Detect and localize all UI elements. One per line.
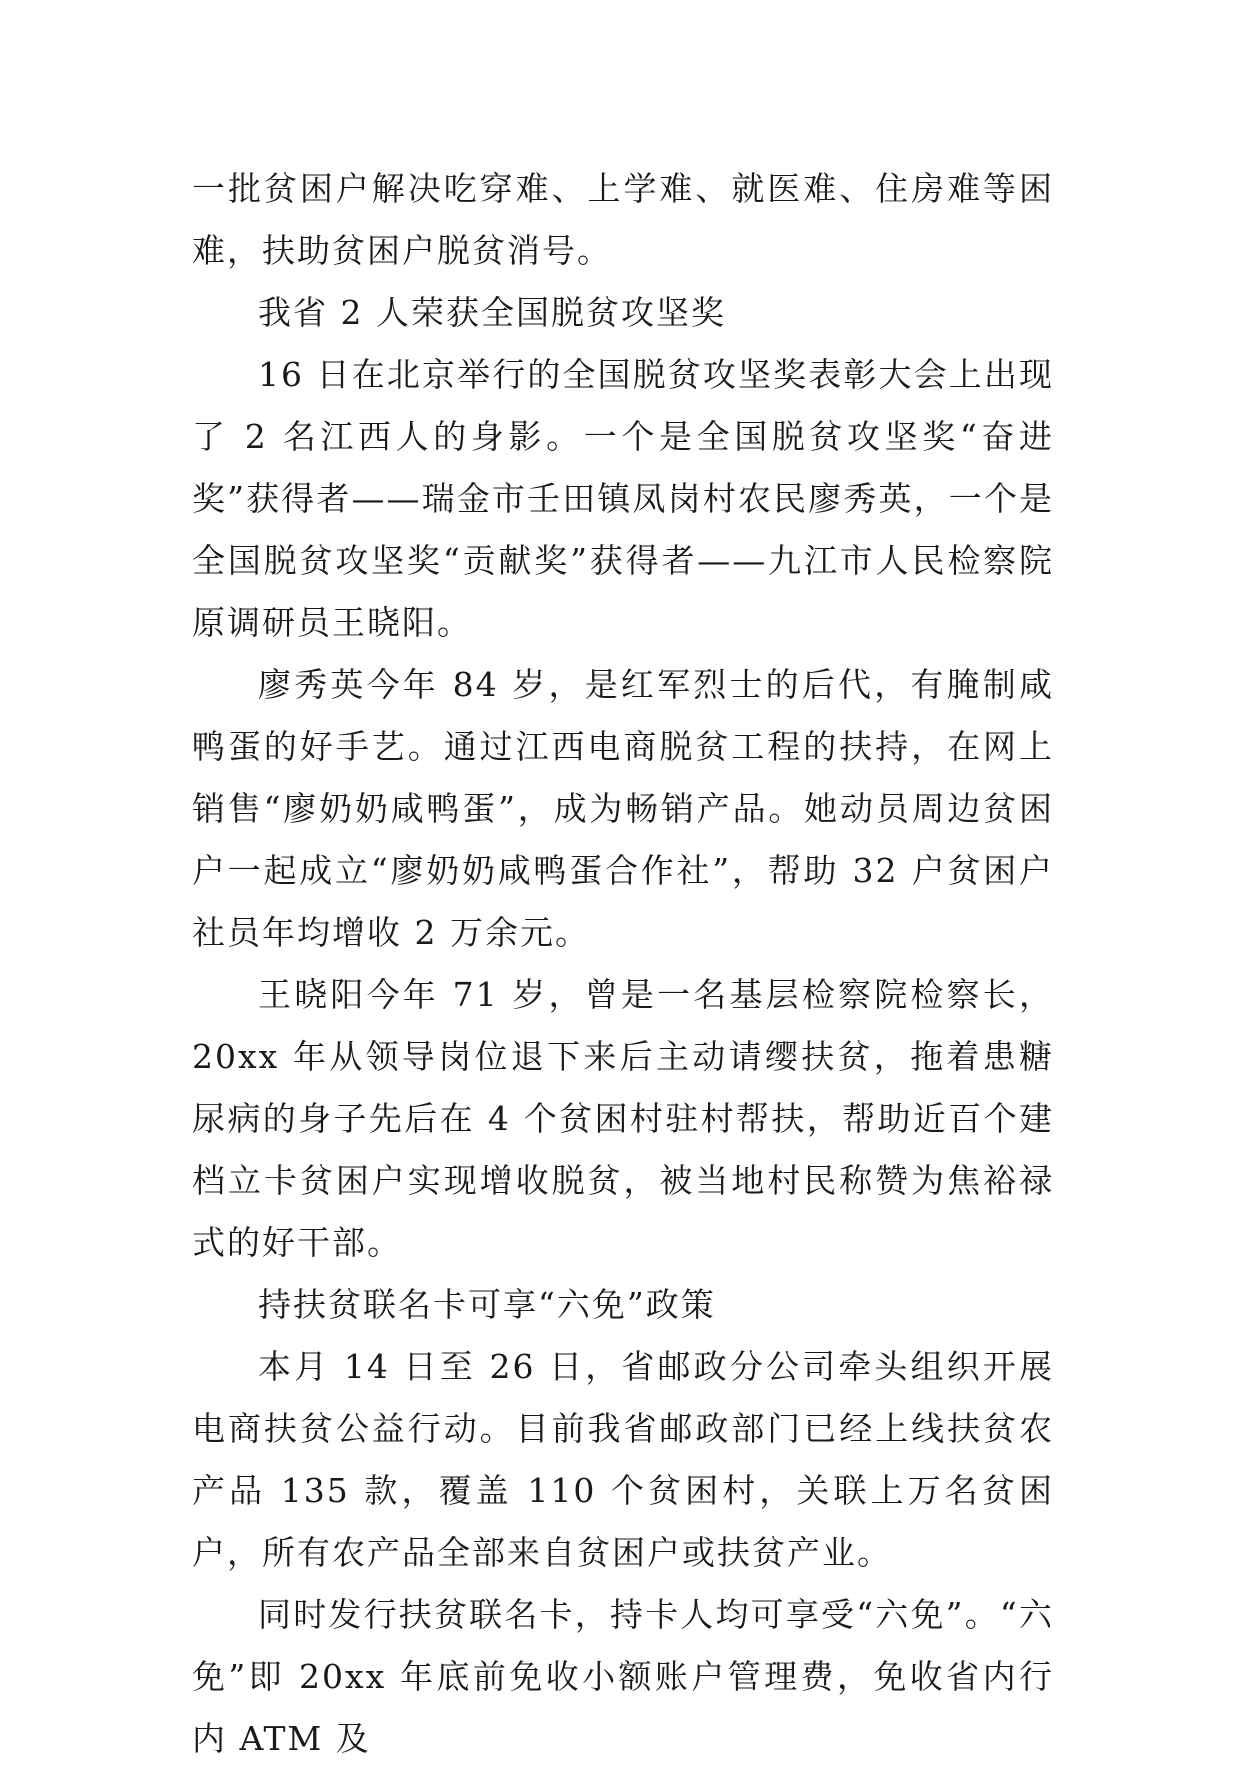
paragraph-continuation: 一批贫困户解决吃穿难、上学难、就医难、住房难等困难，扶助贫困户脱贫消号。: [192, 169, 1054, 270]
paragraph-postal-ecommerce: 本月 14 日至 26 日，省邮政分公司牵头组织开展电商扶贫公益行动。目前我省邮政部门已经上线扶贫农产品 135 款，覆盖 110 个贫困村，关联上万名贫困户，所有农产品全部来自贫困户或扶贫产业。: [192, 1347, 1054, 1572]
section-heading-card-policy: 持扶贫联名卡可享“六免”政策: [258, 1285, 716, 1324]
paragraph-liao-xiuying: 廖秀英今年 84 岁，是红军烈士的后代，有腌制咸鸭蛋的好手艺。通过江西电商脱贫工程的扶持，在网上销售“廖奶奶咸鸭蛋”，成为畅销产品。她动员周边贫困户一起成立“廖奶奶咸鸭蛋合作社”，帮助 32 户贫困户社员年均增收 2 万余元。: [192, 665, 1054, 952]
section-heading-award: 我省 2 人荣获全国脱贫攻坚奖: [258, 293, 726, 332]
paragraph-award-intro: 16 日在北京举行的全国脱贫攻坚奖表彰大会上出现了 2 名江西人的身影。一个是全国脱贫攻坚奖“奋进奖”获得者——瑞金市壬田镇凤岗村农民廖秀英，一个是全国脱贫攻坚奖“贡献奖”获得者——九江市人民检察院原调研员王晓阳。: [192, 355, 1054, 642]
paragraph-wang-xiaoyang: 王晓阳今年 71 岁，曾是一名基层检察院检察长，20xx 年从领导岗位退下来后主动请缨扶贫，拖着患糖尿病的身子先后在 4 个贫困村驻村帮扶，帮助近百个建档立卡贫困户实现增收脱贫，被当地村民称赞为焦裕禄式的好干部。: [192, 975, 1054, 1262]
document-body: [192, 158, 1054, 1770]
paragraph-six-exemptions: 同时发行扶贫联名卡，持卡人均可享受“六免”。“六免”即 20xx 年底前免收小额账户管理费，免收省内行内 ATM 及: [192, 1595, 1054, 1758]
